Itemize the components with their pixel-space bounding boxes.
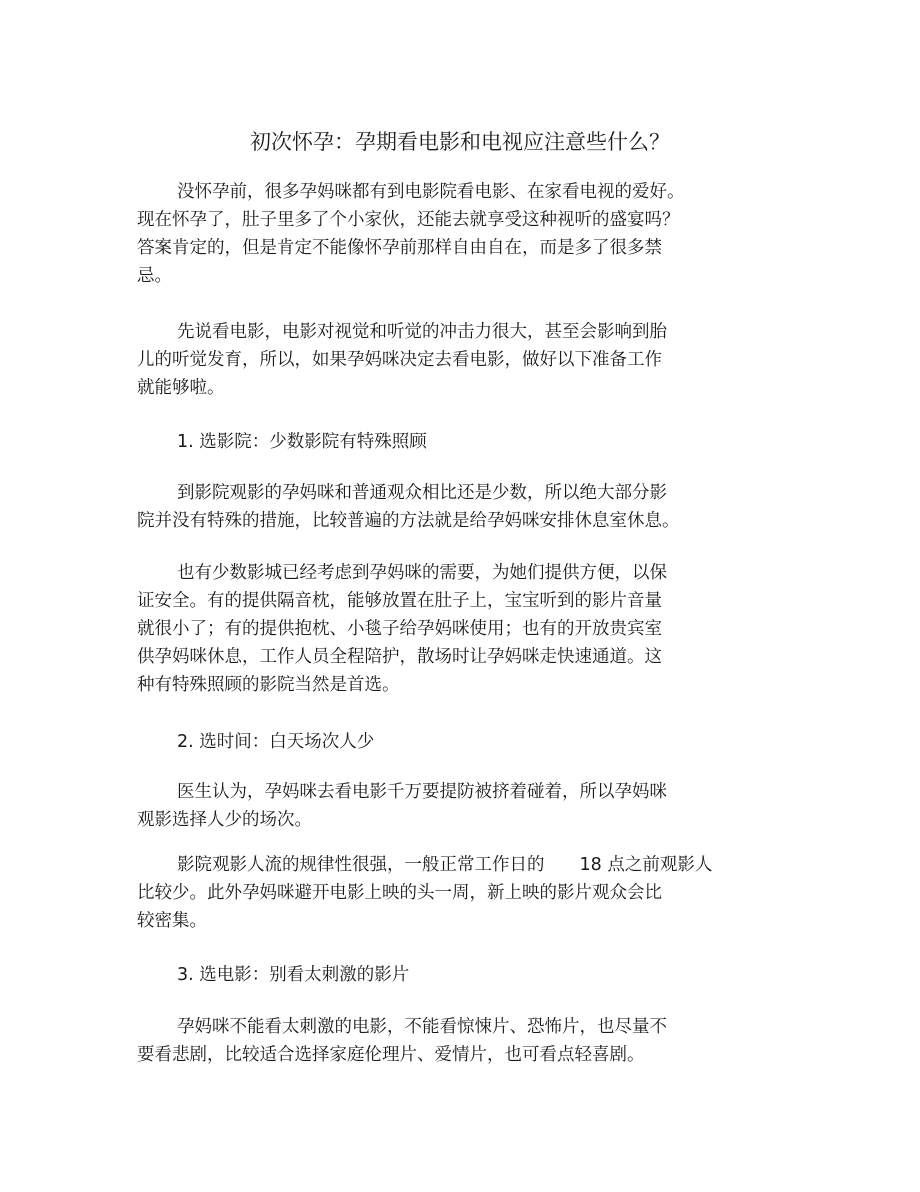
- paragraph-line: 供孕妈咪休息，工作人员全程陪护，散场时让孕妈咪走快速通道。这: [137, 647, 662, 667]
- paragraph-line: 答案肯定的，但是肯定不能像怀孕前那样自由自在，而是多了很多禁: [137, 238, 662, 258]
- paragraph-line: 证安全。有的提供隔音枕，能够放置在肚子上，宝宝听到的影片音量: [137, 591, 662, 611]
- paragraph-line: 现在怀孕了，肚子里多了个小家伙，还能去就享受这种视听的盛宴吗？: [137, 210, 680, 230]
- paragraph-line: 没怀孕前，很多孕妈咪都有到电影院看电影、在家看电视的爱好。: [177, 182, 685, 202]
- paragraph-line: 比较少。此外孕妈咪避开电影上映的头一周，新上映的影片观众会比: [137, 883, 662, 903]
- paragraph-line: 也有少数影城已经考虑到孕妈咪的需要，为她们提供方便，以保: [177, 563, 667, 583]
- paragraph-line: 就能够啦。: [137, 378, 225, 398]
- paragraph-line: 较密集。: [137, 911, 207, 931]
- paragraph-line: 医生认为，孕妈咪去看电影千万要提防被挤着碰着，所以孕妈咪: [177, 782, 667, 802]
- paragraph-line: 院并没有特殊的措施，比较普遍的方法就是给孕妈咪安排休息室休息。: [137, 511, 680, 531]
- paragraph-line: 要看悲剧，比较适合选择家庭伦理片、爱情片，也可看点轻喜剧。: [137, 1045, 645, 1065]
- paragraph-line: 忌。: [137, 266, 172, 286]
- paragraph-line: 种有特殊照顾的影院当然是首选。: [137, 675, 400, 695]
- section-heading: 3. 选电影：别看太刺激的影片: [177, 965, 410, 985]
- section-heading: 2. 选时间：白天场次人少: [177, 732, 375, 752]
- section-heading: 1. 选影院：少数影院有特殊照顾: [177, 432, 427, 452]
- paragraph-line: 到影院观影的孕妈咪和普通观众相比还是少数，所以绝大部分影: [177, 483, 667, 503]
- paragraph-line: 就很小了；有的提供抱枕、小毯子给孕妈咪使用；也有的开放贵宾室: [137, 619, 662, 639]
- paragraph-line: 先说看电影，电影对视觉和听觉的冲击力很大，甚至会影响到胎: [177, 322, 667, 342]
- paragraph-line: 儿的听觉发育，所以，如果孕妈咪决定去看电影，做好以下准备工作: [137, 350, 662, 370]
- document-title: 初次怀孕：孕期看电影和电视应注意些什么？: [250, 130, 670, 154]
- paragraph-line: 影院观影人流的规律性很强，一般正常工作日的 18 点之前观影人: [177, 855, 713, 875]
- paragraph-line: 观影选择人少的场次。: [137, 810, 312, 830]
- paragraph-line: 孕妈咪不能看太刺激的电影，不能看惊悚片、恐怖片，也尽量不: [177, 1017, 667, 1037]
